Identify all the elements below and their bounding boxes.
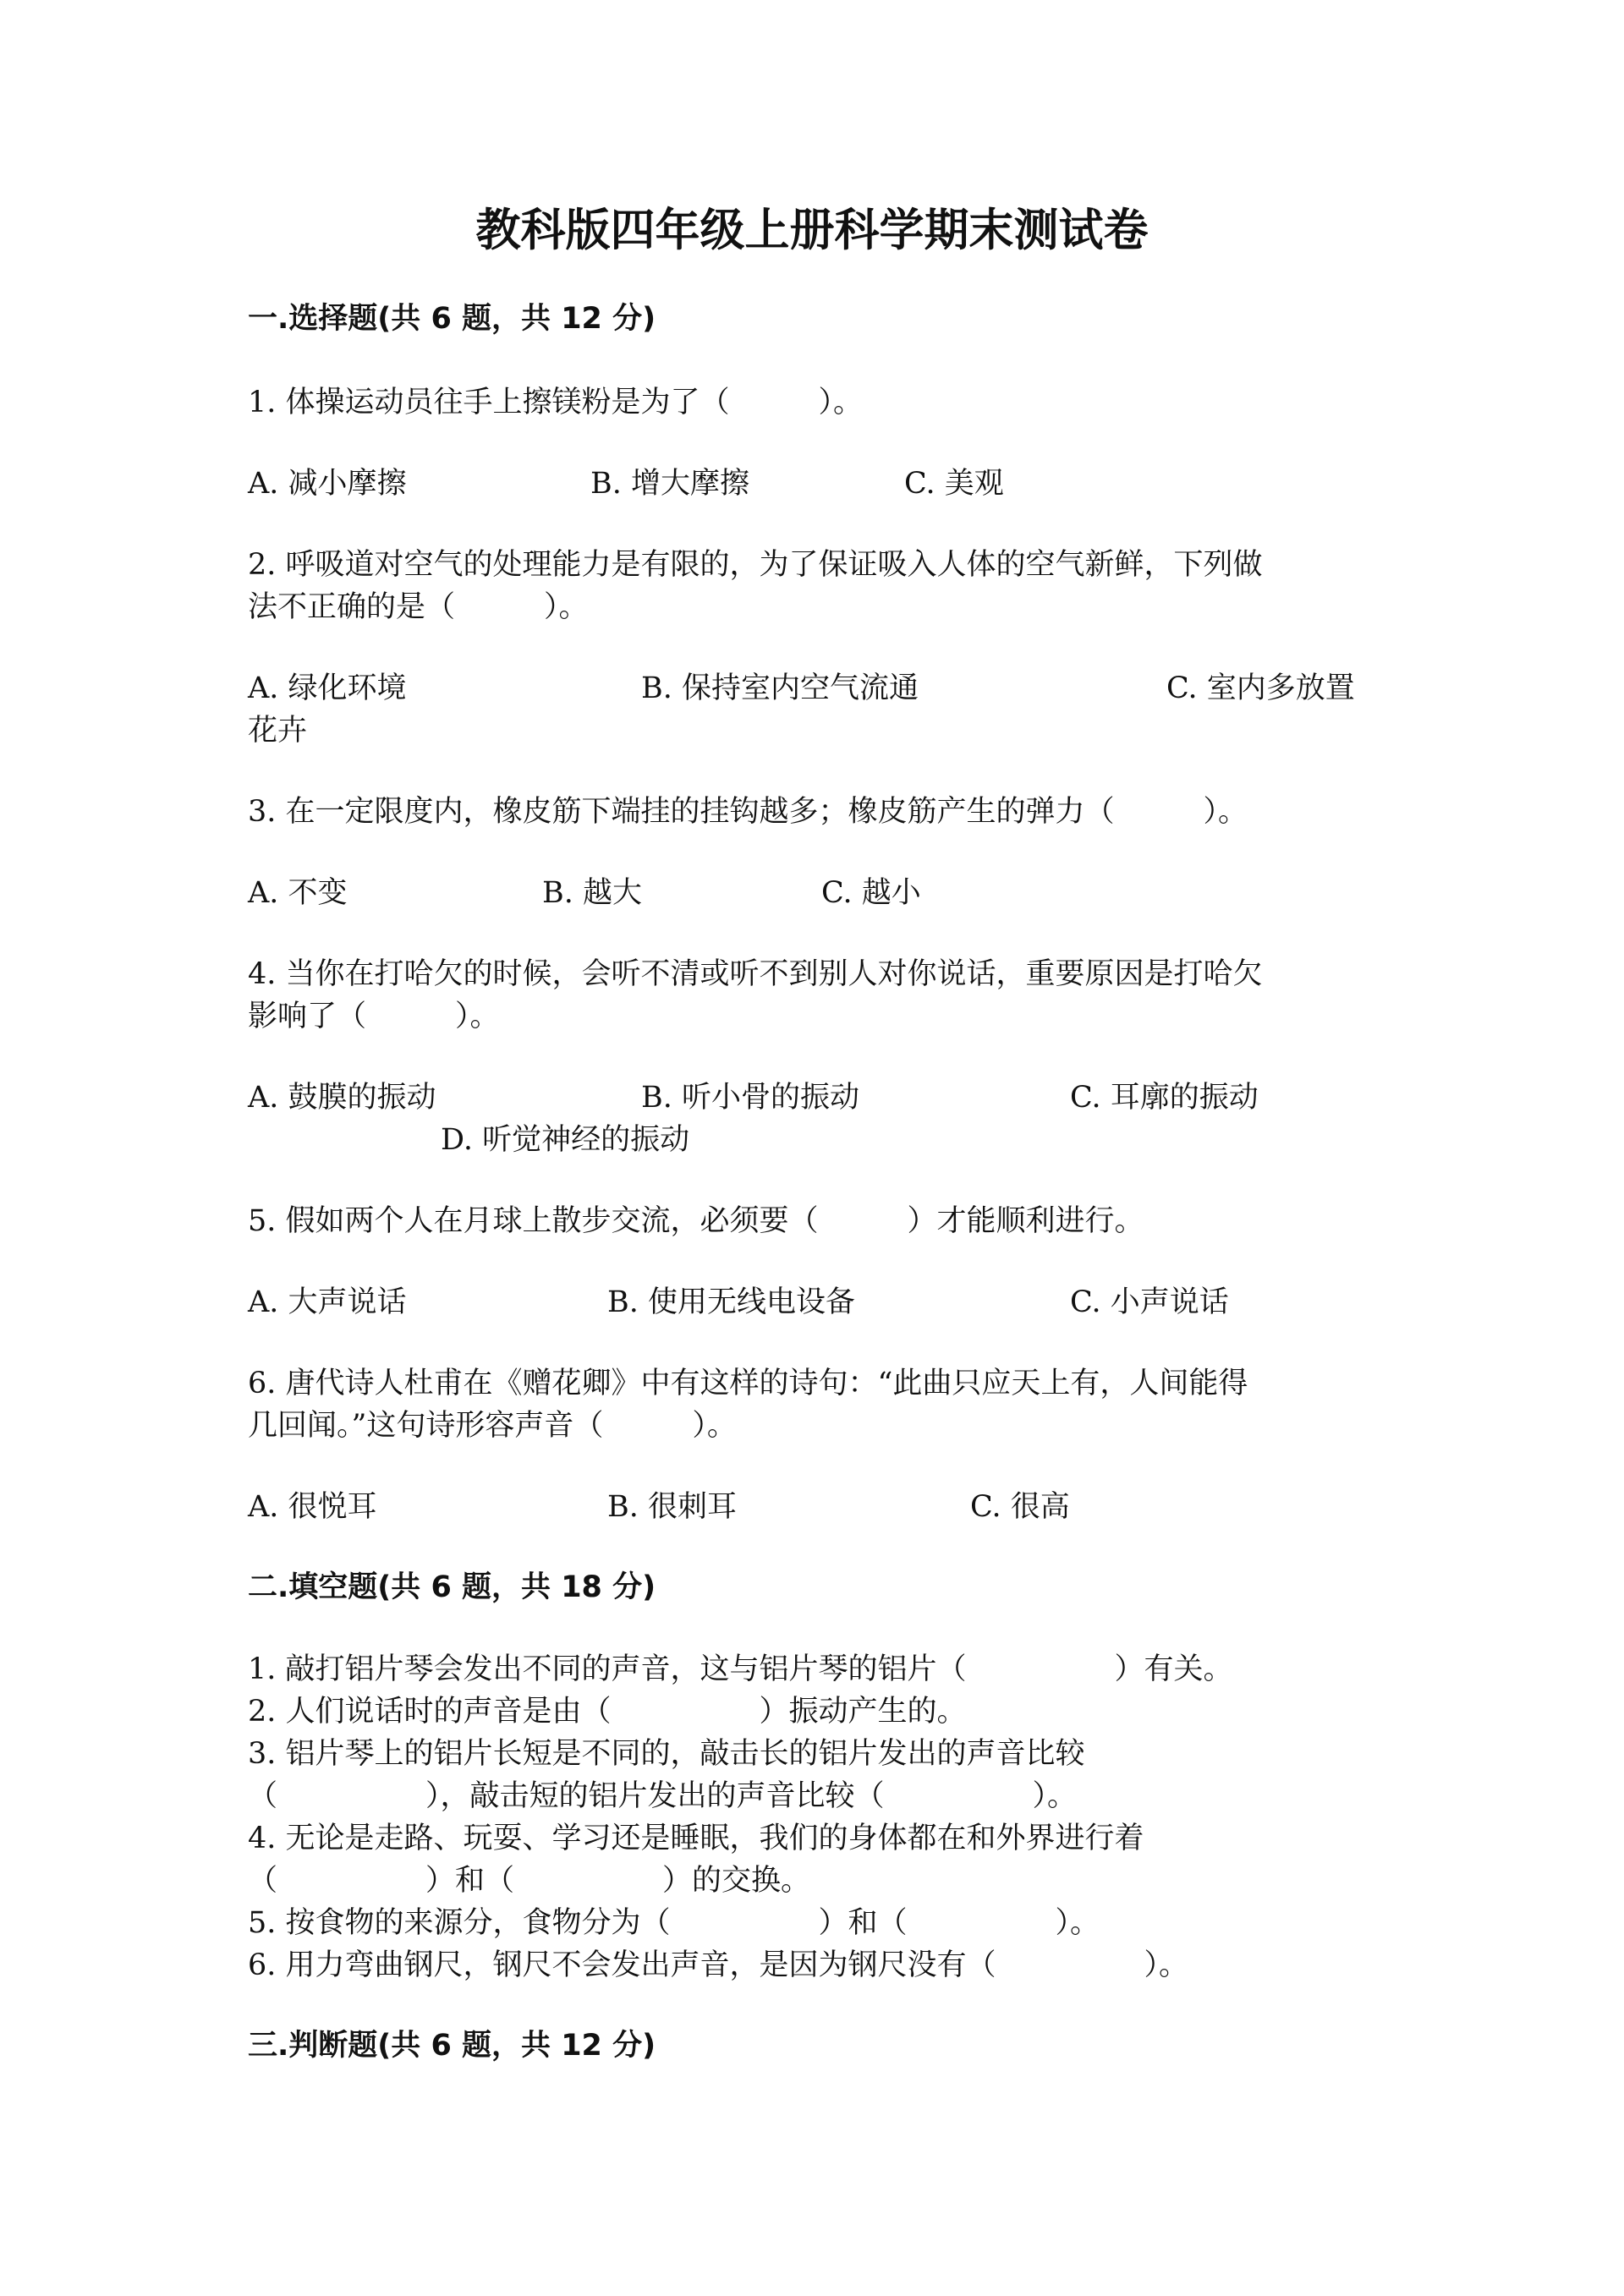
section-heading-judge: 三.判断题(共 6 题，共 12 分): [248, 2029, 656, 2063]
section-heading-choice: 一.选择题(共 6 题，共 12 分): [248, 302, 656, 336]
question-stem: 2. 呼吸道对空气的处理能力是有限的，为了保证吸入人体的空气新鲜，下列做: [248, 548, 1263, 582]
section-heading-fill: 二.填空题(共 6 题，共 18 分): [248, 1570, 656, 1604]
question-stem: 4. 当你在打哈欠的时候，会听不清或听不到别人对你说话，重要原因是打哈欠: [248, 957, 1263, 991]
option-b: B. 使用无线电设备: [607, 1285, 855, 1319]
question-stem-cont: 几回闻。”这句诗形容声音（ ）。: [248, 1409, 737, 1443]
question-stem: 5. 假如两个人在月球上散步交流，必须要（ ）才能顺利进行。: [248, 1204, 1144, 1238]
fill-question-line: 6. 用力弯曲钢尺，钢尺不会发出声音，是因为钢尺没有（ ）。: [248, 1948, 1189, 1982]
option-a: A. 减小摩擦: [248, 467, 407, 501]
option-c: C. 美观: [904, 467, 1004, 501]
fill-question-line: （ ），敲击短的铝片发出的声音比较（ ）。: [248, 1779, 1078, 1813]
option-d: D. 听觉神经的振动: [441, 1123, 690, 1157]
option-a: A. 很悦耳: [248, 1490, 377, 1524]
fill-question-line: 3. 铝片琴上的铝片长短是不同的，敲击长的铝片发出的声音比较: [248, 1737, 1085, 1771]
option-b: B. 很刺耳: [607, 1490, 737, 1524]
option-a: A. 不变: [248, 876, 348, 910]
option-b: B. 保持室内空气流通: [641, 671, 919, 705]
fill-question-line: 2. 人们说话时的声音是由（ ）振动产生的。: [248, 1695, 967, 1729]
fill-question-line: （ ）和（ ）的交换。: [248, 1864, 811, 1898]
question-stem-cont: 法不正确的是（ ）。: [248, 590, 589, 624]
option-a: A. 绿化环境: [248, 671, 407, 705]
option-c: C. 越小: [821, 876, 921, 910]
option-a: A. 鼓膜的振动: [248, 1081, 436, 1115]
option-a: A. 大声说话: [248, 1285, 407, 1319]
option-c: C. 小声说话: [1070, 1285, 1229, 1319]
fill-question-line: 4. 无论是走路、玩耍、学习还是睡眠，我们的身体都在和外界进行着: [248, 1822, 1144, 1855]
question-stem-cont: 影响了（ ）。: [248, 1000, 500, 1033]
question-stem: 6. 唐代诗人杜甫在《赠花卿》中有这样的诗句：“此曲只应天上有，人间能得: [248, 1367, 1248, 1400]
question-stem: 3. 在一定限度内，橡皮筋下端挂的挂钩越多；橡皮筋产生的弹力（ ）。: [248, 795, 1248, 829]
fill-question-line: 5. 按食物的来源分，食物分为（ ）和（ ）。: [248, 1906, 1100, 1940]
option-b: B. 越大: [542, 876, 642, 910]
option-b: B. 增大摩擦: [590, 467, 749, 501]
question-stem: 1. 体操运动员往手上擦镁粉是为了（ ）。: [248, 386, 864, 419]
fill-question-line: 1. 敲打铝片琴会发出不同的声音，这与铝片琴的铝片（ ）有关。: [248, 1652, 1233, 1686]
page-title: 教科版四年级上册科学期末测试卷: [475, 205, 1149, 256]
option-c: C. 耳廓的振动: [1070, 1081, 1259, 1115]
option-c: C. 很高: [970, 1490, 1070, 1524]
option-c: C. 室内多放置: [1166, 671, 1355, 705]
option-b: B. 听小骨的振动: [641, 1081, 859, 1115]
option-c-cont: 花卉: [248, 714, 308, 748]
